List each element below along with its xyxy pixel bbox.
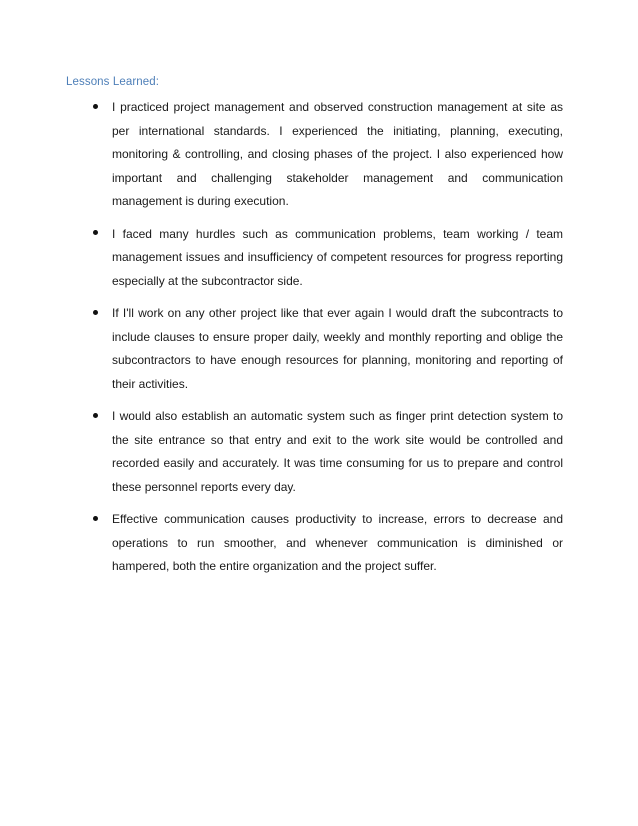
list-item	[0, 302, 638, 396]
list-item-text: I practiced project management and observed construction management at site as per international standards. I experienced the initiating, planning, executing, monitoring & controlling, and closing phases of the project. I also experienced how important and challenging stakeholder management and communication management is during execution.	[112, 100, 563, 208]
bullet-icon	[93, 413, 98, 418]
list-item	[0, 508, 638, 579]
bullet-icon	[93, 230, 98, 235]
list-item	[0, 405, 638, 499]
list-item-text: I would also establish an automatic system such as finger print detection system to the site entrance so that entry and exit to the work site would be controlled and recorded easily and accurately. It was time consuming for us to prepare and control these personnel reports every day.	[112, 409, 563, 494]
list-item	[0, 96, 638, 214]
section-heading: Lessons Learned:	[66, 76, 160, 88]
bullet-icon	[93, 310, 98, 315]
list-item	[0, 223, 638, 294]
list-item-text: Effective communication causes productivity to increase, errors to decrease and operations to run smoother, and whenever communication is diminished or hampered, both the entire organization and the project suffer.	[112, 512, 563, 573]
list-item-text: I faced many hurdles such as communication problems, team working / team management issues and insufficiency of competent resources for progress reporting especially at the subcontractor side.	[112, 226, 563, 288]
list-item-text: If I'll work on any other project like that ever again I would draft the subcontracts to include clauses to ensure proper daily, weekly and monthly reporting and oblige the subcontractors to have enough resources for planning, monitoring and reporting of their activities.	[112, 306, 563, 391]
bullet-icon	[93, 104, 98, 109]
bullet-icon	[93, 516, 98, 521]
lessons-list	[0, 96, 638, 588]
